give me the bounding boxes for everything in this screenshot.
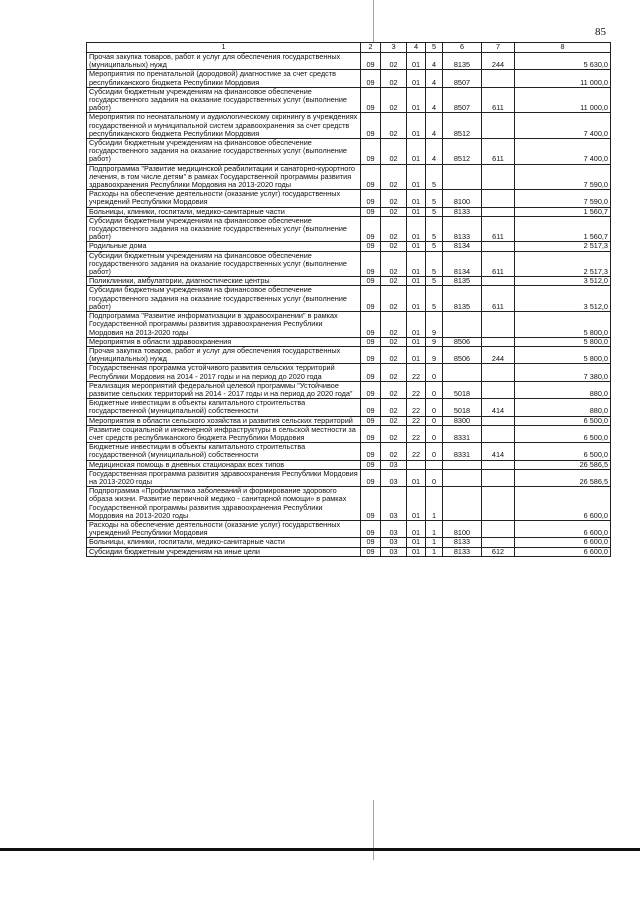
table-row (87, 443, 611, 460)
table-row (87, 381, 611, 398)
cell-subprogram: 0 (426, 381, 443, 398)
cell-subsection: 02 (381, 164, 407, 190)
cell-subsection: 02 (381, 251, 407, 277)
cell-expense-type (482, 70, 515, 87)
cell-subsection: 03 (381, 547, 407, 556)
column-header: 1 (87, 43, 361, 53)
cell-program: 01 (407, 216, 426, 242)
cell-program: 01 (407, 538, 426, 547)
cell-expense-type (482, 277, 515, 286)
cell-section: 09 (361, 487, 381, 521)
cell-amount: 11 000,0 (515, 70, 611, 87)
cell-section: 09 (361, 469, 381, 486)
table-row (87, 364, 611, 381)
row-name: Государственная программа устойчивого развития сельских территорий Республики Мордовия на 2014 - 2017 годы и на период до 2020 года (87, 364, 361, 381)
cell-section: 09 (361, 164, 381, 190)
cell-subprogram: 0 (426, 469, 443, 486)
cell-direction-code (443, 469, 482, 486)
cell-expense-type: 414 (482, 399, 515, 416)
cell-direction-code: 8133 (443, 207, 482, 216)
cell-subsection: 03 (381, 520, 407, 537)
cell-section: 09 (361, 520, 381, 537)
table-row (87, 346, 611, 363)
cell-direction-code (443, 364, 482, 381)
cell-section: 09 (361, 364, 381, 381)
cell-expense-type: 611 (482, 87, 515, 113)
column-header: 6 (443, 43, 482, 53)
cell-amount: 1 560,7 (515, 207, 611, 216)
row-name: Подпрограмма «Профилактика заболеваний и формирование здорового образа жизни. Развитие первичной медико - санитарной помощи» в рамках Государственной программы развития здравоохранения Республики Мордовия на 2013-2020 годы (87, 487, 361, 521)
cell-program: 01 (407, 487, 426, 521)
cell-amount: 3 512,0 (515, 277, 611, 286)
cell-subsection: 02 (381, 286, 407, 312)
cell-subsection: 02 (381, 399, 407, 416)
cell-direction-code: 8133 (443, 547, 482, 556)
cell-amount: 7 380,0 (515, 364, 611, 381)
cell-amount: 2 517,3 (515, 251, 611, 277)
cell-program: 01 (407, 164, 426, 190)
cell-expense-type (482, 460, 515, 469)
table-row (87, 460, 611, 469)
table-row (87, 139, 611, 165)
cell-program: 01 (407, 312, 426, 338)
cell-amount: 7 400,0 (515, 139, 611, 165)
cell-expense-type (482, 425, 515, 442)
cell-amount: 7 590,0 (515, 164, 611, 190)
cell-program: 22 (407, 364, 426, 381)
cell-subprogram: 4 (426, 139, 443, 165)
cell-program: 01 (407, 242, 426, 251)
row-name: Подпрограмма "Развитие медицинской реабилитации и санаторно-курортного лечения, в том числе детям" в рамках Государственной программы развития здравоохранения Республики Мордовия на 2013-2020 годы (87, 164, 361, 190)
cell-subsection: 03 (381, 460, 407, 469)
cell-section: 09 (361, 460, 381, 469)
cell-program (407, 460, 426, 469)
cell-section: 09 (361, 381, 381, 398)
cell-subprogram: 5 (426, 277, 443, 286)
table-row (87, 487, 611, 521)
cell-amount: 6 600,0 (515, 547, 611, 556)
cell-expense-type (482, 381, 515, 398)
cell-subsection: 02 (381, 113, 407, 139)
cell-subprogram: 4 (426, 53, 443, 70)
cell-subsection: 02 (381, 381, 407, 398)
table-row (87, 416, 611, 425)
cell-section: 09 (361, 139, 381, 165)
cell-subsection: 02 (381, 346, 407, 363)
cell-program: 22 (407, 443, 426, 460)
cell-subsection: 03 (381, 469, 407, 486)
cell-amount: 3 512,0 (515, 286, 611, 312)
cell-amount: 6 600,0 (515, 538, 611, 547)
cell-subsection: 02 (381, 416, 407, 425)
cell-amount: 2 517,3 (515, 242, 611, 251)
cell-expense-type (482, 312, 515, 338)
cell-expense-type: 611 (482, 251, 515, 277)
cell-program: 01 (407, 139, 426, 165)
cell-subsection: 02 (381, 337, 407, 346)
table-row (87, 207, 611, 216)
cell-subprogram (426, 460, 443, 469)
cell-amount: 880,0 (515, 399, 611, 416)
cell-program: 01 (407, 207, 426, 216)
row-name: Развитие социальной и инженерной инфраструктуры в сельской местности за счет средств республиканского бюджета Республики Мордовия (87, 425, 361, 442)
cell-program: 01 (407, 346, 426, 363)
row-name: Бюджетные инвестиции в объекты капитального строительства государственной (муниципальной) собственности (87, 443, 361, 460)
table-row (87, 286, 611, 312)
cell-program: 01 (407, 251, 426, 277)
cell-section: 09 (361, 337, 381, 346)
cell-amount: 6 600,0 (515, 487, 611, 521)
cell-subsection: 02 (381, 190, 407, 207)
cell-expense-type: 612 (482, 547, 515, 556)
cell-amount: 6 500,0 (515, 416, 611, 425)
cell-expense-type: 414 (482, 443, 515, 460)
cell-expense-type (482, 364, 515, 381)
cell-section: 09 (361, 87, 381, 113)
cell-expense-type: 244 (482, 346, 515, 363)
cell-direction-code: 8507 (443, 87, 482, 113)
cell-program: 01 (407, 87, 426, 113)
column-header: 8 (515, 43, 611, 53)
cell-expense-type (482, 337, 515, 346)
cell-program: 01 (407, 520, 426, 537)
cell-subsection: 02 (381, 53, 407, 70)
cell-subprogram: 4 (426, 113, 443, 139)
cell-program: 01 (407, 113, 426, 139)
cell-subsection: 03 (381, 487, 407, 521)
cell-direction-code: 8135 (443, 286, 482, 312)
table-row (87, 190, 611, 207)
cell-direction-code: 8133 (443, 538, 482, 547)
row-name: Родильные дома (87, 242, 361, 251)
cell-subsection: 02 (381, 364, 407, 381)
table-row (87, 242, 611, 251)
cell-amount: 5 800,0 (515, 337, 611, 346)
table-row (87, 113, 611, 139)
cell-section: 09 (361, 190, 381, 207)
cell-program: 22 (407, 425, 426, 442)
cell-amount: 7 590,0 (515, 190, 611, 207)
cell-expense-type (482, 190, 515, 207)
row-name: Реализация мероприятий федеральной целевой программы "Устойчивое развитие сельских территорий на 2014 - 2017 годы и на период до 2020 года" (87, 381, 361, 398)
cell-program: 22 (407, 416, 426, 425)
cell-direction-code: 5018 (443, 381, 482, 398)
cell-section: 09 (361, 425, 381, 442)
cell-direction-code: 8507 (443, 70, 482, 87)
table-row (87, 164, 611, 190)
row-name: Бюджетные инвестиции в объекты капитального строительства государственной (муниципальной) собственности (87, 399, 361, 416)
cell-expense-type (482, 207, 515, 216)
cell-subprogram: 4 (426, 70, 443, 87)
cell-subprogram: 5 (426, 286, 443, 312)
cell-program: 01 (407, 547, 426, 556)
cell-program: 01 (407, 286, 426, 312)
cell-expense-type (482, 469, 515, 486)
cell-subprogram: 0 (426, 443, 443, 460)
table-row (87, 216, 611, 242)
cell-amount: 11 000,0 (515, 87, 611, 113)
column-header: 5 (426, 43, 443, 53)
row-name: Расходы на обеспечение деятельности (оказание услуг) государственных учреждений Республики Мордовия (87, 190, 361, 207)
table-row (87, 538, 611, 547)
row-name: Мероприятия по неонатальному и аудиологическому скринингу в учреждениях государственной и муниципальной систем здравоохранения за счет средств республиканского бюджета Республики Мордовия (87, 113, 361, 139)
cell-section: 09 (361, 538, 381, 547)
table-row (87, 251, 611, 277)
cell-direction-code: 5018 (443, 399, 482, 416)
budget-table (86, 42, 611, 557)
cell-subprogram: 0 (426, 399, 443, 416)
cell-direction-code (443, 460, 482, 469)
cell-program: 01 (407, 70, 426, 87)
table-row (87, 469, 611, 486)
cell-amount: 6 500,0 (515, 425, 611, 442)
cell-section: 09 (361, 443, 381, 460)
column-header: 7 (482, 43, 515, 53)
table-row (87, 70, 611, 87)
row-name: Медицинская помощь в дневных стационарах всех типов (87, 460, 361, 469)
cell-subprogram: 1 (426, 547, 443, 556)
cell-amount: 6 500,0 (515, 443, 611, 460)
cell-amount: 6 600,0 (515, 520, 611, 537)
cell-direction-code: 8506 (443, 337, 482, 346)
row-name: Мероприятия по пренатальной (дородовой) диагностике за счет средств республиканского бюджета Республики Мордовия (87, 70, 361, 87)
cell-subprogram: 4 (426, 87, 443, 113)
scan-artifact-line (373, 800, 374, 860)
cell-expense-type: 611 (482, 139, 515, 165)
cell-direction-code: 8300 (443, 416, 482, 425)
cell-direction-code: 8331 (443, 425, 482, 442)
scan-artifact-line (373, 0, 374, 42)
cell-amount: 7 400,0 (515, 113, 611, 139)
cell-direction-code: 8135 (443, 277, 482, 286)
cell-subsection: 02 (381, 242, 407, 251)
cell-subprogram: 0 (426, 425, 443, 442)
cell-section: 09 (361, 346, 381, 363)
row-name: Субсидии бюджетным учреждениям на финансовое обеспечение государственного задания на оказание государственных услуг (выполнение работ) (87, 216, 361, 242)
cell-program: 01 (407, 277, 426, 286)
cell-amount: 880,0 (515, 381, 611, 398)
cell-subprogram: 5 (426, 164, 443, 190)
cell-amount: 5 800,0 (515, 312, 611, 338)
cell-program: 22 (407, 399, 426, 416)
page-bottom-rule (0, 848, 640, 851)
row-name: Государственная программа развития здравоохранения Республики Мордовия на 2013-2020 годы (87, 469, 361, 486)
cell-subsection: 02 (381, 425, 407, 442)
cell-subprogram: 9 (426, 337, 443, 346)
row-name: Мероприятия в области сельского хозяйства и развития сельских территорий (87, 416, 361, 425)
row-name: Прочая закупка товаров, работ и услуг для обеспечения государственных (муниципальных) нужд (87, 346, 361, 363)
cell-subprogram: 5 (426, 207, 443, 216)
cell-subprogram: 5 (426, 190, 443, 207)
cell-program: 22 (407, 381, 426, 398)
cell-amount: 26 586,5 (515, 469, 611, 486)
cell-subprogram: 9 (426, 312, 443, 338)
cell-direction-code: 8133 (443, 216, 482, 242)
table-row (87, 312, 611, 338)
table-row (87, 425, 611, 442)
cell-section: 09 (361, 70, 381, 87)
table-row (87, 399, 611, 416)
cell-direction-code: 8135 (443, 53, 482, 70)
cell-direction-code: 8100 (443, 190, 482, 207)
cell-subprogram: 5 (426, 242, 443, 251)
cell-program: 01 (407, 53, 426, 70)
row-name: Прочая закупка товаров, работ и услуг для обеспечения государственных (муниципальных) нужд (87, 53, 361, 70)
row-name: Поликлиники, амбулатории, диагностические центры (87, 277, 361, 286)
cell-subprogram: 9 (426, 346, 443, 363)
cell-expense-type (482, 416, 515, 425)
table-row (87, 53, 611, 70)
row-name: Субсидии бюджетным учреждениям на финансовое обеспечение государственного задания на оказание государственных услуг (выполнение работ) (87, 251, 361, 277)
cell-expense-type (482, 164, 515, 190)
cell-amount: 5 630,0 (515, 53, 611, 70)
cell-program: 01 (407, 190, 426, 207)
cell-direction-code: 8506 (443, 346, 482, 363)
cell-subprogram: 0 (426, 416, 443, 425)
table-row (87, 547, 611, 556)
cell-subsection: 03 (381, 538, 407, 547)
row-name: Больницы, клиники, госпитали, медико-санитарные части (87, 538, 361, 547)
cell-subsection: 02 (381, 443, 407, 460)
cell-subsection: 02 (381, 277, 407, 286)
cell-subsection: 02 (381, 207, 407, 216)
cell-section: 09 (361, 216, 381, 242)
cell-section: 09 (361, 53, 381, 70)
cell-direction-code: 8512 (443, 113, 482, 139)
cell-program: 01 (407, 337, 426, 346)
column-header: 3 (381, 43, 407, 53)
cell-subprogram: 1 (426, 538, 443, 547)
cell-direction-code (443, 164, 482, 190)
column-header: 4 (407, 43, 426, 53)
row-name: Субсидии бюджетным учреждениям на финансовое обеспечение государственного задания на оказание государственных услуг (выполнение работ) (87, 87, 361, 113)
cell-section: 09 (361, 242, 381, 251)
table-row (87, 520, 611, 537)
cell-expense-type (482, 538, 515, 547)
table-row (87, 87, 611, 113)
cell-subprogram: 0 (426, 364, 443, 381)
cell-subprogram: 5 (426, 251, 443, 277)
cell-subsection: 02 (381, 312, 407, 338)
cell-section: 09 (361, 399, 381, 416)
row-name: Субсидии бюджетным учреждениям на финансовое обеспечение государственного задания на оказание государственных услуг (выполнение работ) (87, 139, 361, 165)
cell-expense-type: 611 (482, 216, 515, 242)
row-name: Мероприятия в области здравоохранения (87, 337, 361, 346)
cell-expense-type: 611 (482, 286, 515, 312)
cell-subsection: 02 (381, 139, 407, 165)
row-name: Больницы, клиники, госпитали, медико-санитарные части (87, 207, 361, 216)
cell-expense-type (482, 242, 515, 251)
row-name: Расходы на обеспечение деятельности (оказание услуг) государственных учреждений Республики Мордовия (87, 520, 361, 537)
cell-section: 09 (361, 207, 381, 216)
page-number: 85 (595, 26, 606, 38)
cell-section: 09 (361, 286, 381, 312)
cell-subprogram: 5 (426, 216, 443, 242)
cell-subprogram: 1 (426, 487, 443, 521)
cell-direction-code (443, 487, 482, 521)
cell-subprogram: 1 (426, 520, 443, 537)
cell-amount: 5 800,0 (515, 346, 611, 363)
cell-direction-code: 8134 (443, 242, 482, 251)
row-name: Подпрограмма "Развитие информатизации в здравоохранении" в рамках Государственной программы развития здравоохранения Республики Мордовия на 2013-2020 годы (87, 312, 361, 338)
cell-subsection: 02 (381, 87, 407, 113)
cell-section: 09 (361, 416, 381, 425)
cell-section: 09 (361, 277, 381, 286)
cell-section: 09 (361, 113, 381, 139)
row-name: Субсидии бюджетным учреждениям на иные цели (87, 547, 361, 556)
cell-direction-code: 8512 (443, 139, 482, 165)
cell-expense-type (482, 487, 515, 521)
table-header-row (87, 43, 611, 53)
cell-expense-type (482, 520, 515, 537)
cell-subsection: 02 (381, 70, 407, 87)
cell-subsection: 02 (381, 216, 407, 242)
cell-amount: 1 560,7 (515, 216, 611, 242)
cell-direction-code: 8134 (443, 251, 482, 277)
cell-direction-code: 8100 (443, 520, 482, 537)
cell-section: 09 (361, 251, 381, 277)
row-name: Субсидии бюджетным учреждениям на финансовое обеспечение государственного задания на оказание государственных услуг (выполнение работ) (87, 286, 361, 312)
cell-direction-code: 8331 (443, 443, 482, 460)
cell-amount: 26 586,5 (515, 460, 611, 469)
column-header: 2 (361, 43, 381, 53)
cell-section: 09 (361, 547, 381, 556)
cell-expense-type (482, 113, 515, 139)
budget-table-container (86, 42, 611, 557)
cell-program: 01 (407, 469, 426, 486)
cell-expense-type: 244 (482, 53, 515, 70)
cell-section: 09 (361, 312, 381, 338)
cell-direction-code (443, 312, 482, 338)
